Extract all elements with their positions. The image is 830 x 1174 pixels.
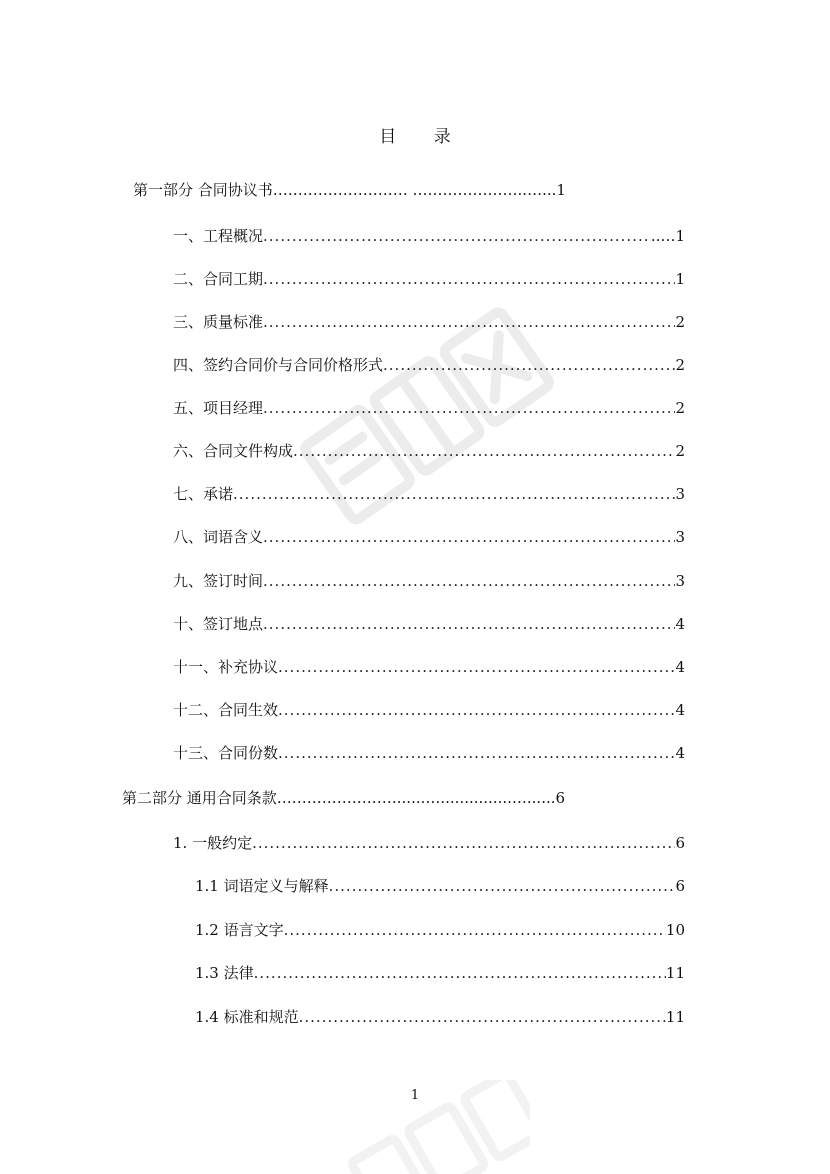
toc-part-2-text: 第二部分 通用合同条款……………………......…...............…......6 xyxy=(122,789,566,807)
toc-leader-dots xyxy=(233,482,675,506)
toc-leader-dots xyxy=(284,918,666,942)
toc-item-label: 二、合同工期 xyxy=(173,270,264,288)
toc-part-1-text: 第一部分 合同协议书……………………… …………………..…...1 xyxy=(133,181,566,199)
toc-item[interactable] xyxy=(173,612,685,636)
toc-item-page: 3 xyxy=(675,528,685,546)
toc-leader-dots xyxy=(278,741,675,765)
toc-leader-dots xyxy=(263,224,651,248)
toc-subitem[interactable] xyxy=(195,961,685,985)
toc-item-label: 八、词语含义 xyxy=(173,528,264,546)
toc-item-page: 4 xyxy=(675,744,685,762)
toc-item[interactable] xyxy=(173,569,685,593)
toc-item-label: 十三、合同份数 xyxy=(173,744,279,762)
toc-item[interactable] xyxy=(173,439,685,463)
toc-leader-dots xyxy=(263,310,675,334)
toc-item-label: 1.1 词语定义与解释 xyxy=(195,877,329,895)
toc-subitem[interactable] xyxy=(195,918,685,942)
toc-leader-dots xyxy=(263,396,675,420)
toc-item-label: 十、签订地点 xyxy=(173,615,264,633)
toc-leader-dots xyxy=(252,831,675,855)
toc-item[interactable] xyxy=(173,310,685,334)
toc-item-label: 十二、合同生效 xyxy=(173,701,279,719)
toc-item-page: 11 xyxy=(665,1008,685,1026)
toc-item[interactable] xyxy=(173,353,685,377)
toc-item[interactable] xyxy=(173,698,685,722)
toc-item[interactable] xyxy=(173,655,685,679)
toc-item-page: 2 xyxy=(675,399,685,417)
page-number: 1 xyxy=(410,1088,420,1103)
toc-item-page: 1 xyxy=(675,270,685,288)
toc-leader-dots xyxy=(263,267,675,291)
toc-part-2[interactable] xyxy=(122,786,565,810)
toc-item-page: 4 xyxy=(675,658,685,676)
toc-leader-dots xyxy=(278,698,675,722)
toc-item-label: 九、签订时间 xyxy=(173,572,264,590)
toc-item-page: ..…1 xyxy=(650,227,685,245)
toc-item-page: 2 xyxy=(675,313,685,331)
toc-item-label: 1.2 语言文字 xyxy=(195,921,284,939)
toc-item-page: 11 xyxy=(665,964,685,982)
toc-leader-dots xyxy=(263,525,675,549)
toc-item-page: 4 xyxy=(675,701,685,719)
toc-leader-dots xyxy=(278,655,675,679)
toc-item[interactable] xyxy=(173,224,685,248)
toc-item-label: 1. 一般约定 xyxy=(173,834,253,852)
toc-item-label: 四、签约合同价与合同价格形式 xyxy=(173,356,384,374)
toc-item[interactable] xyxy=(173,741,685,765)
toc-leader-dots xyxy=(254,961,666,985)
toc-leader-dots xyxy=(329,874,676,898)
toc-item-page: 6 xyxy=(675,834,685,852)
toc-item-label: 十一、补充协议 xyxy=(173,658,279,676)
toc-item-label: 五、项目经理 xyxy=(173,399,264,417)
toc-subitem[interactable] xyxy=(195,1005,685,1029)
toc-item-label: 六、合同文件构成 xyxy=(173,442,294,460)
toc-item-page: 3 xyxy=(675,572,685,590)
toc-item[interactable] xyxy=(173,831,685,855)
toc-item-page: 2 xyxy=(675,442,685,460)
toc-item[interactable] xyxy=(173,267,685,291)
toc-leader-dots xyxy=(263,612,675,636)
toc-subitem[interactable] xyxy=(195,874,685,898)
toc-item-page: 3 xyxy=(675,485,685,503)
toc-item-label: 三、质量标准 xyxy=(173,313,264,331)
toc-item[interactable] xyxy=(173,482,685,506)
toc-item-label: 七、承诺 xyxy=(173,485,234,503)
toc-leader-dots xyxy=(263,569,675,593)
toc-leader-dots xyxy=(293,439,675,463)
toc-item-page: 6 xyxy=(675,877,685,895)
toc-item-label: 一、工程概况 xyxy=(173,227,264,245)
toc-item[interactable] xyxy=(173,396,685,420)
page-title: 目 录 xyxy=(379,127,467,147)
toc-item-label: 1.4 标准和规范 xyxy=(195,1008,299,1026)
toc-item-label: 1.3 法律 xyxy=(195,964,254,982)
toc-leader-dots xyxy=(299,1005,666,1029)
toc-item-page: 10 xyxy=(665,921,685,939)
toc-part-1[interactable] xyxy=(133,178,566,202)
toc-item-page: 4 xyxy=(675,615,685,633)
toc-leader-dots xyxy=(383,353,675,377)
toc-item-page: 2 xyxy=(675,356,685,374)
toc-item[interactable] xyxy=(173,525,685,549)
